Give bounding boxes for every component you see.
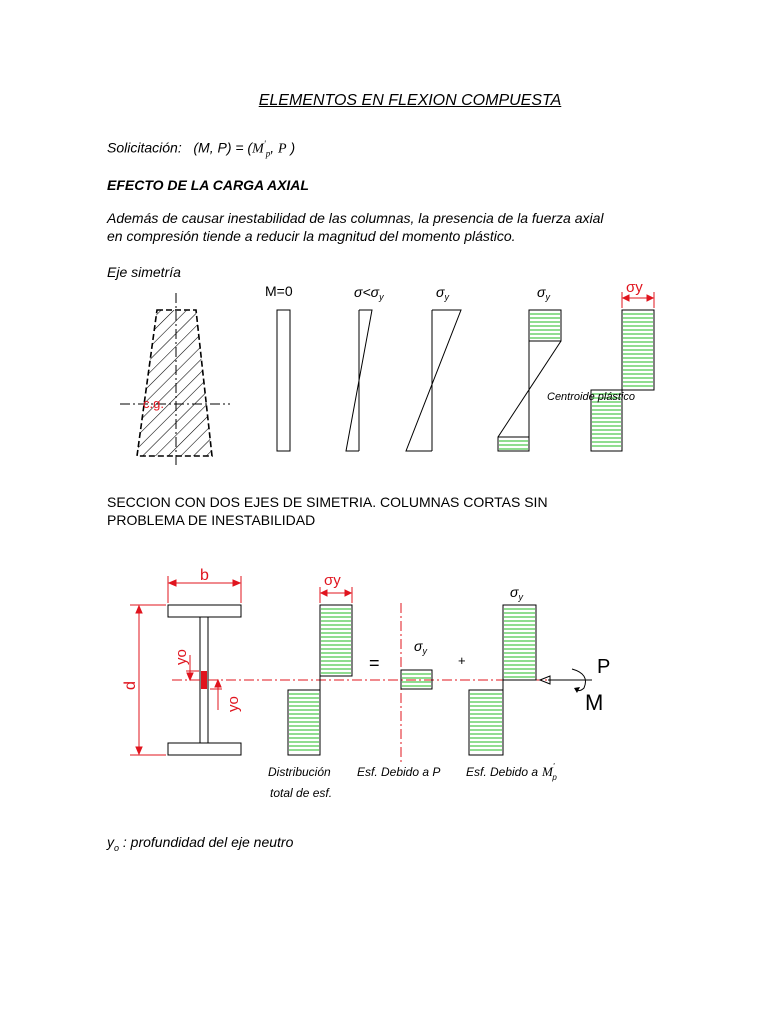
- sigma-y-label-3: $\sigma_y$: [414, 638, 427, 656]
- caption-distribution-1: Distribución: [268, 765, 331, 779]
- section1-heading: EFECTO DE LA CARGA AXIAL: [107, 177, 309, 193]
- section2-heading-line1: SECCION CON DOS EJES DE SIMETRIA. COLUMNAS CORTAS SIN: [107, 494, 548, 510]
- sigma-y-label-2: $\sigma_y$: [537, 284, 550, 302]
- sigma-y-dimension-2: [320, 587, 352, 603]
- solicitacion-expr: (M, P) = (: [193, 139, 253, 156]
- section1-paragraph-line1: Además de causar inestabilidad de las columnas, la presencia de la fuerza axial: [107, 210, 604, 226]
- solicitacion-sep: ,: [270, 139, 275, 156]
- equals-sign: =: [369, 653, 380, 673]
- caption-distribution-2: total de esf.: [270, 786, 333, 800]
- footer-y: y: [107, 834, 114, 850]
- p-label: P: [597, 656, 611, 678]
- centroide-label: Centroide plástico: [547, 391, 636, 403]
- yo-label-bottom: yo: [225, 696, 242, 712]
- page-title: ELEMENTOS EN FLEXION COMPUESTA: [258, 92, 562, 109]
- footer-text: : profundidad del eje neutro: [119, 834, 294, 850]
- mp-symbol: M: [252, 141, 264, 157]
- sigma-y-red-label-2: σy: [324, 572, 341, 589]
- sigma-y-label-4: $\sigma_y$: [510, 584, 523, 602]
- solicitacion-close: ): [290, 139, 296, 156]
- d-label: d: [122, 681, 139, 690]
- caption-m: Esf. Debido a M' p: [466, 762, 557, 782]
- m0-label: M=0: [265, 283, 293, 299]
- p-symbol: P: [278, 141, 287, 157]
- m-label: M: [585, 690, 604, 715]
- mp-prime: ': [263, 139, 266, 149]
- section2-heading-line2: PROBLEMA DE INESTABILIDAD: [107, 512, 316, 528]
- sigma-lt-label: $\sigma<\sigma_y$: [354, 284, 384, 302]
- cg-label: c.g.: [143, 396, 164, 411]
- plus-sign: +: [458, 653, 466, 668]
- eje-simetria-label: Eje simetría: [107, 264, 181, 280]
- mp-sub: p: [265, 148, 271, 159]
- section1-paragraph-line2: en compresión tiende a reducir la magnitud del momento plástico.: [107, 228, 516, 244]
- caption-p: Esf. Debido a P: [357, 765, 441, 779]
- d-dimension: [130, 605, 166, 755]
- yo-label-top: yo: [173, 649, 190, 665]
- footer-definition: [107, 834, 293, 857]
- solicitacion-label: Solicitación:: [107, 139, 182, 156]
- sigma-y-red-label-1: σy: [626, 279, 643, 296]
- sigma-y-label-1: $\sigma_y$: [436, 284, 449, 302]
- b-label: b: [200, 567, 209, 584]
- footer-sub-o: o: [114, 842, 120, 853]
